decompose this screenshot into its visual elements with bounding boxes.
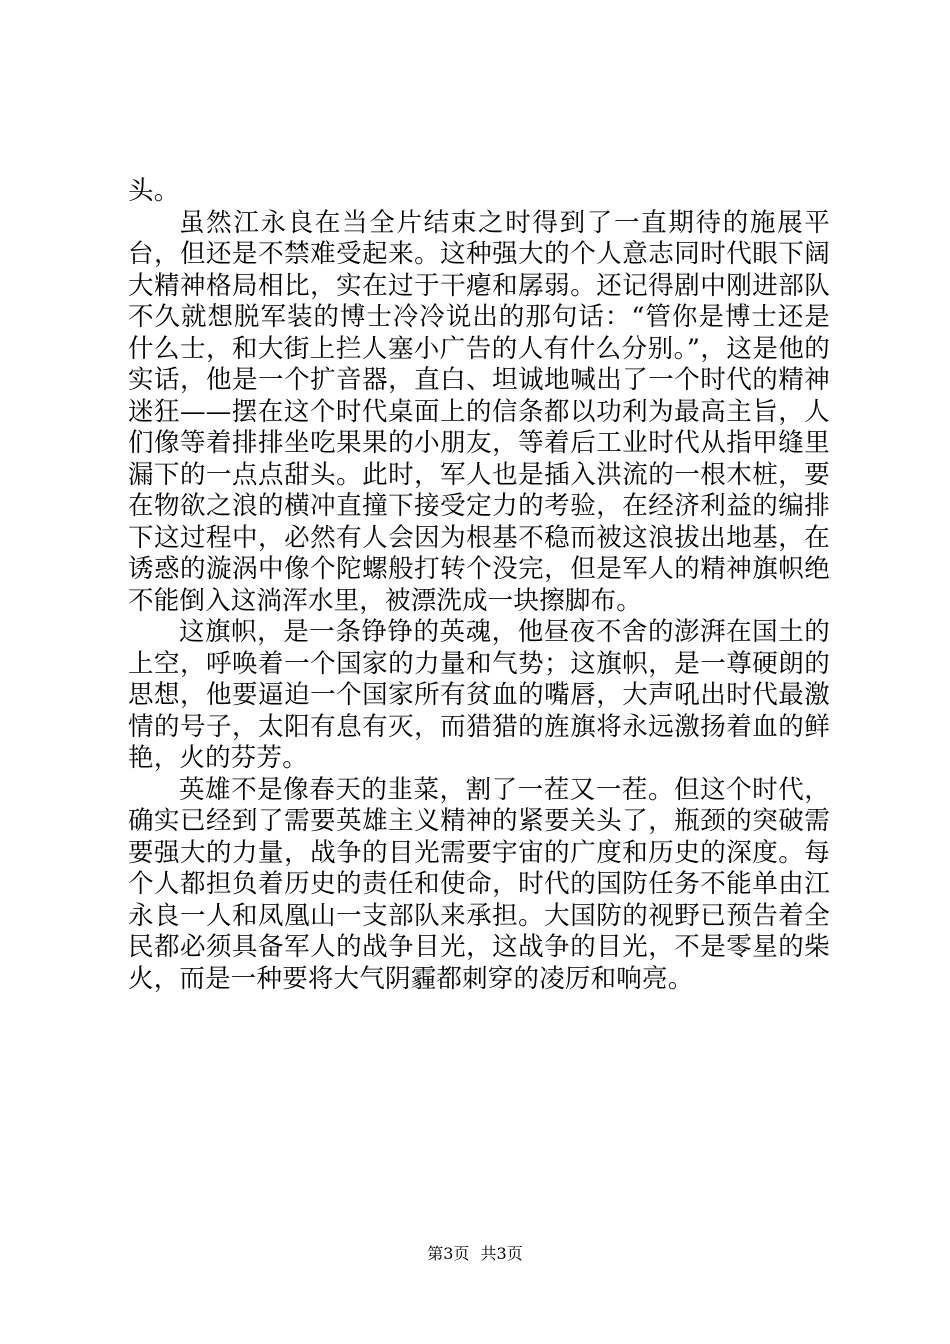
page-total: 共3页	[480, 1244, 523, 1263]
paragraph-3: 英雄不是像春天的韭菜，割了一茬又一茬。但这个时代，确实已经到了需要英雄主义精神的紧要关头了，瓶颈的突破需要强大的力量，战争的目光需要宇宙的广度和历史的深度。每个人都担负着历史的责任和使命，时代的国防任务不能单由江永良一人和凤凰山一支部队来承担。大国防的视野已预告着全民都必须具备军人的战争目光，这战争的目光，不是零星的柴火，而是一种要将大气阴霾都刺穿的凌厉和响亮。	[128, 774, 830, 994]
page-footer	[0, 1244, 950, 1264]
paragraph-1: 虽然江永良在当全片结束之时得到了一直期待的施展平台，但还是不禁难受起来。这种强大的个人意志同时代眼下阔大精神格局相比，实在过于干瘪和孱弱。还记得剧中刚进部队不久就想脱军装的博士冷冷说出的那句话：“管你是博士还是什么士，和大街上拦人塞小广告的人有什么分别。”，这是他的实话，他是一个扩音器，直白、坦诚地喊出了一个时代的精神迷狂——摆在这个时代桌面上的信条都以功利为最高主旨，人们像等着排排坐吃果果的小朋友，等着后工业时代从指甲缝里漏下的一点点甜头。此时，军人也是插入洪流的一根木桩，要在物欲之浪的横冲直撞下接受定力的考验，在经济利益的编排下这过程中，必然有人会因为根基不稳而被这浪拔出地基，在诱惑的漩涡中像个陀螺般打转个没完，但是军人的精神旗帜绝不能倒入这淌浑水里，被漂洗成一块擦脚布。	[128, 207, 830, 616]
paragraph-continuation: 头。	[128, 176, 180, 206]
page-number: 第3页	[427, 1244, 470, 1263]
paragraph-2: 这旗帜，是一条铮铮的英魂，他昼夜不舍的澎湃在国土的上空，呼唤着一个国家的力量和气势；这旗帜，是一尊硬朗的思想，他要逼迫一个国家所有贫血的嘴唇，大声吼出时代最激情的号子，太阳有息有灭，而猎猎的旌旗将永远激扬着血的鲜艳，火的芬芳。	[128, 617, 830, 773]
document-body	[128, 176, 830, 995]
